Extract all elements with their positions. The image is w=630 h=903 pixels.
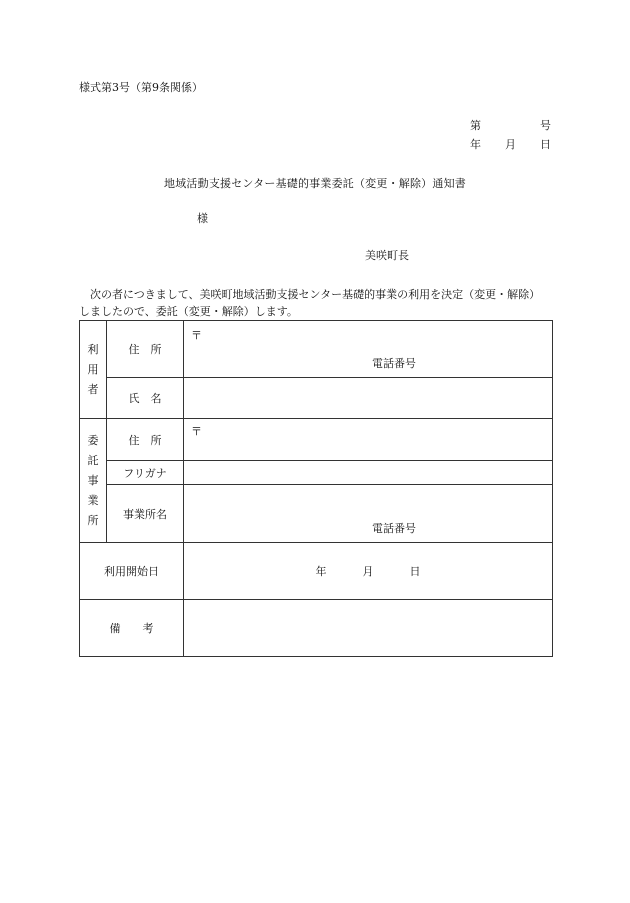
user-address-row: [80, 321, 553, 378]
user-name-field[interactable]: [184, 378, 553, 419]
document-number-prefix: 第: [470, 119, 481, 132]
notice-body-text: 次の者につきまして、美咲町地域活動支援センター基礎的事業の利用を決定（変更・解除）しましたので、委託（変更・解除）します。: [79, 288, 541, 318]
facility-group-char: 所: [87, 513, 99, 527]
start-date-field[interactable]: [184, 543, 553, 600]
user-group-label: [80, 321, 107, 419]
facility-address-label: 住 所: [107, 419, 184, 461]
issue-date-year: 年: [470, 138, 481, 151]
facility-name-label: 事業所名: [107, 485, 184, 543]
remarks-field[interactable]: [184, 600, 553, 657]
form-number: 様式第3号（第9条関係）: [79, 81, 203, 94]
facility-group-char: 委: [87, 433, 99, 447]
remarks-row: [80, 600, 553, 657]
user-name-label: 氏 名: [107, 378, 184, 419]
start-date-year: 年: [315, 565, 327, 578]
remarks-label: 備 考: [80, 600, 184, 657]
facility-name-row: [80, 485, 553, 543]
user-group-char: 者: [87, 382, 99, 396]
facility-phone-label: 電話番号: [372, 522, 416, 535]
facility-name-field[interactable]: [184, 485, 553, 543]
issue-date-day: 日: [540, 138, 551, 151]
facility-furigana-field[interactable]: [184, 461, 553, 485]
start-date-row: [80, 543, 553, 600]
facility-furigana-label: フリガナ: [107, 461, 184, 485]
user-phone-label: 電話番号: [372, 357, 416, 370]
document-title: 地域活動支援センター基礎的事業委託（変更・解除）通知書: [164, 177, 466, 190]
facility-group-char: 業: [87, 493, 99, 507]
issue-date-month: 月: [505, 138, 516, 151]
facility-furigana-row: [80, 461, 553, 485]
start-date-month: 月: [362, 565, 374, 578]
recipient-honorific: 様: [197, 212, 208, 225]
facility-group-char: 事: [87, 473, 99, 487]
facility-address-field[interactable]: [184, 419, 553, 461]
facility-postal-mark: 〒: [191, 425, 202, 438]
user-postal-mark: 〒: [191, 329, 202, 342]
user-address-field[interactable]: [184, 321, 553, 378]
notice-form-table: [79, 320, 553, 657]
start-date-label: 利用開始日: [80, 543, 184, 600]
document-number-suffix: 号: [540, 119, 551, 132]
user-name-row: [80, 378, 553, 419]
facility-group-label: [80, 419, 107, 543]
user-group-char: 用: [87, 362, 99, 376]
issuer-name: 美咲町長: [365, 249, 409, 262]
user-group-char: 利: [87, 342, 99, 356]
user-address-label: 住 所: [107, 321, 184, 378]
facility-address-row: [80, 419, 553, 461]
start-date-day: 日: [409, 565, 421, 578]
facility-group-char: 託: [87, 453, 99, 467]
